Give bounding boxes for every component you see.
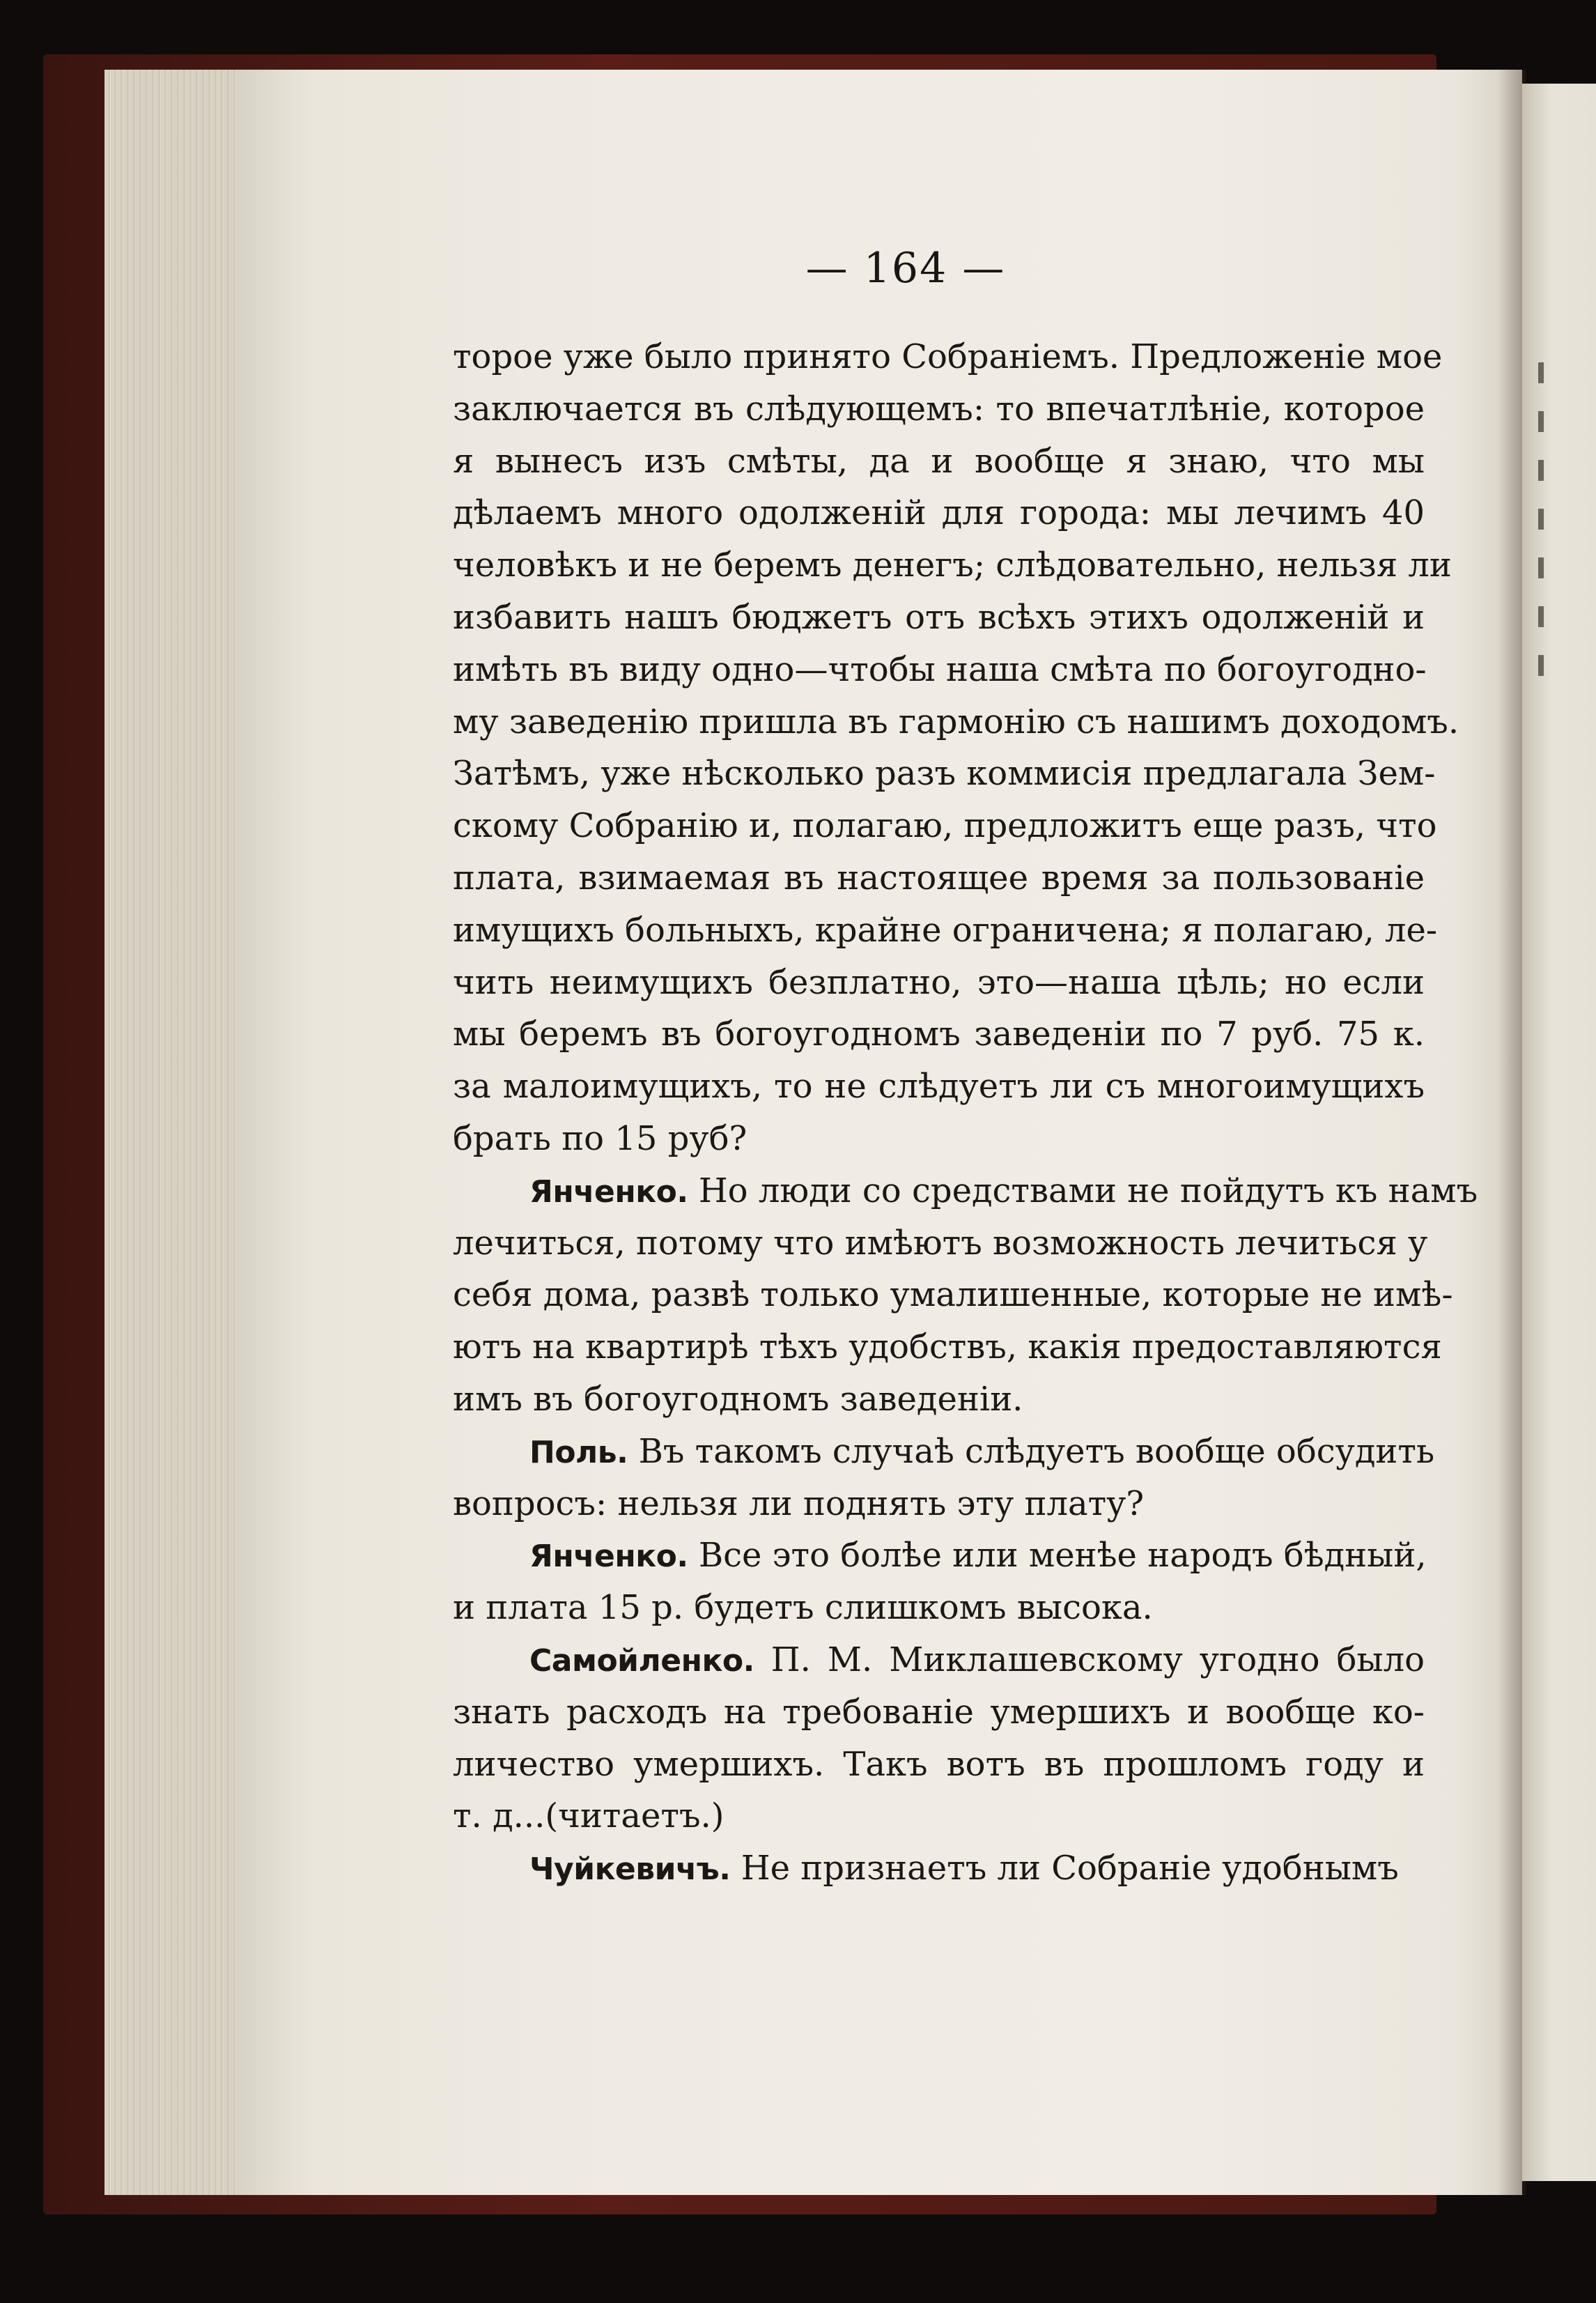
line-text: чить неимущихъ безплатно, это—наша цѣль; но если — [453, 962, 1425, 1002]
text-line — [453, 904, 1438, 957]
line-text: человѣкъ и не беремъ денегъ; слѣдовательно, нельзя ли — [453, 546, 1452, 585]
text-line — [453, 1790, 1425, 1842]
line-text: му заведенію пришла въ гармонію съ нашимъ доходомъ. — [453, 702, 1459, 741]
line-text: имущихъ больныхъ, крайне ограничена; я полагаю, ле- — [453, 910, 1438, 950]
line-text: т. д...(читаетъ.) — [453, 1796, 725, 1836]
facing-page-text-fragments — [1530, 362, 1551, 989]
text-line — [453, 487, 1425, 539]
speaker-name: Янченко. — [529, 1173, 688, 1210]
text-line — [453, 1478, 1425, 1530]
line-text: Но люди со средствами не пойдутъ къ намъ — [698, 1171, 1478, 1210]
line-text: Все это болѣе или менѣе народъ бѣдный, — [698, 1536, 1427, 1576]
paragraph — [453, 1426, 1435, 1530]
line-text: ютъ на квартирѣ тѣхъ удобствъ, какія предоставляются — [453, 1327, 1442, 1367]
paragraph — [453, 1165, 1478, 1426]
text-line — [453, 331, 1443, 383]
line-text: себя дома, развѣ только умалишенные, которые не имѣ- — [453, 1275, 1453, 1315]
page-text — [453, 331, 1478, 1895]
text-line — [453, 1373, 1425, 1426]
text-line — [453, 1739, 1425, 1791]
line-text: я вынесъ изъ смѣты, да и вообще я знаю, что мы — [453, 441, 1425, 481]
text-line — [453, 1530, 1425, 1582]
text-line — [453, 748, 1436, 800]
text-line — [453, 1008, 1425, 1061]
text-line — [453, 1217, 1428, 1270]
line-text: брать по 15 руб? — [453, 1118, 747, 1158]
line-text: П. М. Миклашевскому угодно было — [770, 1640, 1425, 1679]
text-line — [453, 644, 1425, 696]
paragraph — [453, 1530, 1425, 1634]
text-line — [453, 1426, 1435, 1478]
line-text: мы беремъ въ богоугодномъ заведеніи по 7 руб. 75 к. — [453, 1015, 1425, 1054]
line-text: имъ въ богоугодномъ заведеніи. — [453, 1379, 1023, 1419]
speaker-name: Чуйкевичъ. — [529, 1851, 731, 1888]
line-text: торое уже было принято Собраніемъ. Предложеніе мое — [453, 337, 1443, 376]
text-line — [453, 1634, 1425, 1686]
text-line — [453, 1842, 1425, 1895]
paragraph — [453, 1842, 1425, 1895]
line-text: знать расходъ на требованіе умершихъ и вообще ко- — [453, 1692, 1425, 1732]
line-text: избавить нашъ бюджетъ отъ всѣхъ этихъ одолженій и — [453, 597, 1425, 637]
line-text: скому Собранію и, полагаю, предложитъ еще разъ, что — [453, 806, 1437, 846]
text-line — [453, 1061, 1425, 1113]
text-line — [453, 592, 1425, 644]
speaker-name: Янченко. — [529, 1539, 688, 1575]
line-text: Не признаетъ ли Собраніе удобнымъ — [741, 1849, 1399, 1888]
text-line — [453, 436, 1425, 488]
line-text: заключается въ слѣдующемъ: то впечатлѣніе, которое — [453, 389, 1425, 429]
speaker-name: Самойленко. — [529, 1642, 754, 1679]
line-text: личество умершихъ. Такъ вотъ въ прошломъ году и — [453, 1744, 1425, 1784]
text-line — [453, 696, 1459, 748]
line-text: вопросъ: нельзя ли поднять эту плату? — [453, 1484, 1145, 1523]
text-line — [453, 800, 1437, 852]
text-line — [453, 1582, 1425, 1634]
text-line — [453, 852, 1425, 904]
line-text: и плата 15 р. будетъ слишкомъ высока. — [453, 1588, 1153, 1628]
line-text: за малоимущихъ, то не слѣдуетъ ли съ многоимущихъ — [453, 1067, 1425, 1107]
text-line — [453, 1269, 1453, 1321]
line-text: лечиться, потому что имѣютъ возможность лечиться у — [453, 1223, 1428, 1263]
text-line — [453, 1113, 1425, 1165]
text-line — [453, 539, 1452, 592]
line-text: Затѣмъ, уже нѣсколько разъ коммисія предлагала Зем- — [453, 754, 1436, 794]
text-line — [453, 957, 1425, 1009]
book-gutter — [1498, 70, 1526, 2195]
text-line — [453, 1686, 1425, 1739]
text-line — [453, 1165, 1478, 1217]
text-line — [453, 1321, 1442, 1373]
paragraph — [453, 1634, 1425, 1842]
text-line — [453, 383, 1425, 436]
line-text: дѣлаемъ много одолженій для города: мы лечимъ 40 — [453, 493, 1425, 533]
line-text: имѣть въ виду одно—чтобы наша смѣта по богоугодно- — [453, 649, 1427, 689]
paragraph — [453, 331, 1459, 1165]
line-text: плата, взимаемая въ настоящее время за пользованіе — [453, 858, 1425, 898]
page-number: — 164 — — [805, 244, 1006, 293]
speaker-name: Поль. — [529, 1434, 628, 1470]
line-text: Въ такомъ случаѣ слѣдуетъ вообще обсудить — [638, 1431, 1435, 1471]
